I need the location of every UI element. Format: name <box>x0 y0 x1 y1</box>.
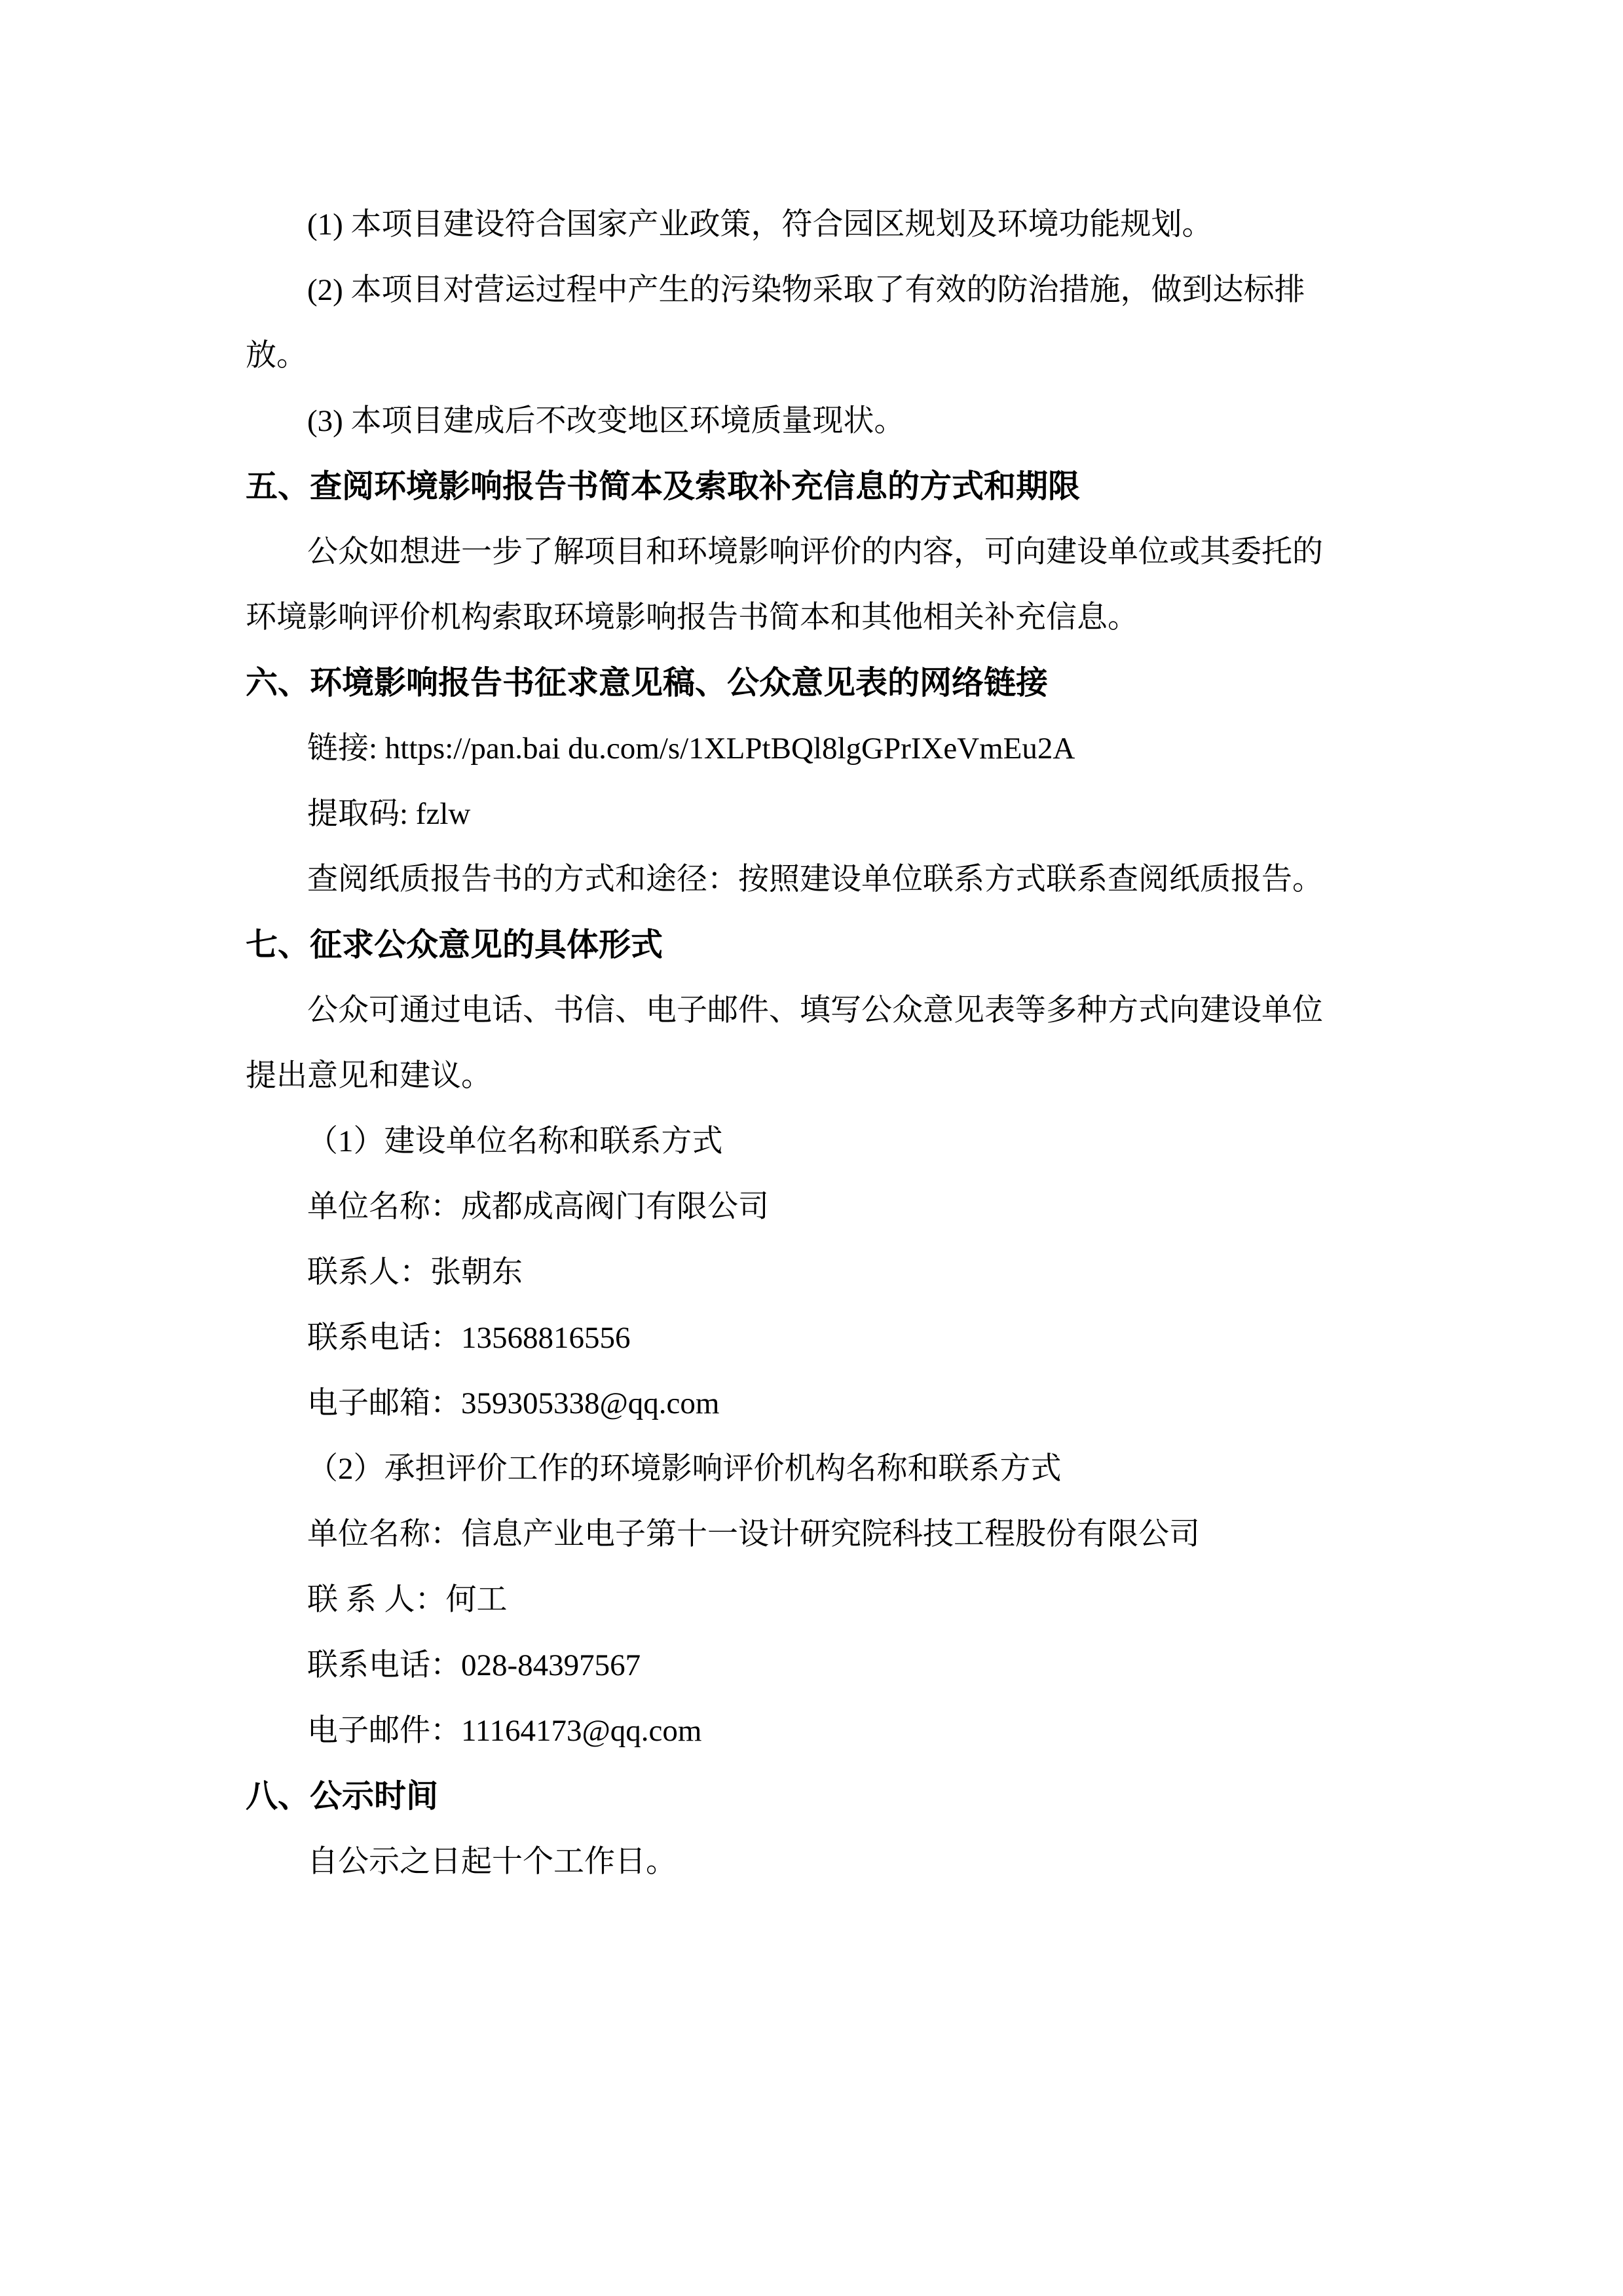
eia-agency-contact-email: 电子邮件：11164173@qq.com <box>307 1714 702 1748</box>
conclusion-item-3: (3) 本项目建成后不改变地区环境质量现状。 <box>307 404 905 438</box>
conclusion-item-2-line-1: (2) 本项目对营运过程中产生的污染物采取了有效的防治措施，做到达标排 <box>307 273 1305 307</box>
section-8-para: 自公示之日起十个工作日。 <box>307 1845 677 1879</box>
conclusion-item-1: (1) 本项目建设符合国家产业政策，符合园区规划及环境功能规划。 <box>307 208 1213 242</box>
eia-agency-company-name: 单位名称：信息产业电子第十一设计研究院科技工程股份有限公司 <box>307 1517 1200 1551</box>
conclusion-item-2-line-2: 放。 <box>246 339 307 373</box>
eia-agency-contact-phone: 联系电话：028-84397567 <box>307 1648 641 1682</box>
builder-contact-person: 联系人：张朝东 <box>307 1255 523 1289</box>
section-6-heading: 六、环境影响报告书征求意见稿、公众意见表的网络链接 <box>246 665 1049 701</box>
eia-agency-subheading: （2）承担评价工作的环境影响评价机构名称和联系方式 <box>307 1452 1062 1486</box>
builder-company-name: 单位名称：成都成高阀门有限公司 <box>307 1190 769 1224</box>
extract-code-line: 提取码: fzlw <box>307 797 471 831</box>
paper-report-access-line: 查阅纸质报告书的方式和途径：按照建设单位联系方式联系查阅纸质报告。 <box>307 862 1323 897</box>
section-7-heading: 七、征求公众意见的具体形式 <box>246 927 663 963</box>
section-5-heading: 五、查阅环境影响报告书简本及索取补充信息的方式和期限 <box>246 469 1081 504</box>
section-7-para-line-1: 公众可通过电话、书信、电子邮件、填写公众意见表等多种方式向建设单位 <box>307 993 1323 1028</box>
document-content <box>246 192 1385 1895</box>
section-5-para-line-2: 环境影响评价机构索取环境影响报告书简本和其他相关补充信息。 <box>246 601 1138 635</box>
builder-contact-email: 电子邮箱：359305338@qq.com <box>307 1386 720 1420</box>
section-7-para-line-2: 提出意见和建议。 <box>246 1059 492 1093</box>
builder-contact-phone: 联系电话：13568816556 <box>307 1321 631 1355</box>
report-link-line: 链接: https://pan.bai du.com/s/1XLPtBQl8lgGPrIXeVmEu2A <box>307 731 1075 766</box>
section-5-para-line-1: 公众如想进一步了解项目和环境影响评价的内容，可向建设单位或其委托的 <box>307 535 1323 569</box>
eia-agency-contact-person: 联 系 人：何工 <box>307 1583 508 1617</box>
section-8-heading: 八、公示时间 <box>246 1779 439 1814</box>
builder-subheading: （1）建设单位名称和联系方式 <box>307 1124 723 1158</box>
